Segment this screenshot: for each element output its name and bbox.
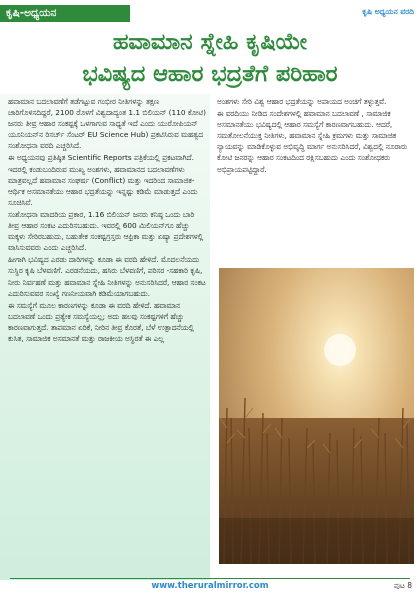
body-paragraph: ಸಂಶೋಧನಾ ಮಾದರಿಯ ಪ್ರಕಾರ, 1.16 ಬಿಲಿಯನ್ ಜನರು ಕನಿಷ್ಠ ಒಂದು ಬಾರಿ ತೀವ್ರ ಆಹಾರ ಸಂಕಟ ಎದುರಿಸಬಹುದು. ಇವರಲ್ಲಿ 600 ಮಿಲಿಯನ್‌ಗೂ ಹೆಚ್ಚು ಮಕ್ಕಳು ಸೇರಿರಬಹುದು, ಬಹುತೇಕ ಸಂಕಷ್ಟಗ್ರಸ್ತರು ಆಫ್ರಿಕಾ ಮತ್ತು ಏಷ್ಯಾ ಪ್ರದೇಶಗಳಲ್ಲಿ ವಾಸಿಸುವವರು ಎಂದು ಎಚ್ಚರಿಸಿದೆ. xyxy=(8,209,204,253)
body-paragraph: ಅಂಶಗಳು ಸೇರಿ ವಿಶ್ವ ಆಹಾರ ಭದ್ರತೆಯನ್ನು ಅಪಾಯದ ಅಂಚಿಗೆ ತಳ್ಳುತ್ತವೆ. xyxy=(217,97,387,106)
body-paragraph: ಹವಾಮಾನ ಬದಲಾವಣೆಗೆ ತಡೆಗಟ್ಟುವ ಗಂಭೀರ ನೀತಿಗಳನ್ನು ತಕ್ಷಣ ಜಾರಿಗೊಳಿಸದಿದ್ದರೆ, 2100 ರೊಳಗೆ ವಿಶ್ವದಾದ್ಯಂತ 1.1 ಬಿಲಿಯನ್ (110 ಕೋಟಿ) ಜನರು ತೀವ್ರ ಆಹಾರ ಸಂಕಷ್ಟಕ್ಕೆ ಒಳಗಾಗುವ ಸಾಧ್ಯತೆ ಇದೆ ಎಂದು ಯುರೋಪಿಯನ್ ಯೂನಿಯನ್‌ನ ರಿಸರ್ಚ್ ಸೆಂಟರ್ EU Science Hub) ಪ್ರಕಟಿಸಿರುವ ಮಹತ್ವದ ಸಂಶೋಧನಾ ವರದಿ ಎಚ್ಚರಿಸಿದೆ. xyxy=(8,97,206,151)
header-bar xyxy=(0,0,420,26)
body-paragraph: ಈ ವರದಿಯು ನೀಡಿದ ಸಂದೇಶಗಳಲ್ಲಿ ಹವಾಮಾನ ಬದಲಾವಣೆ , ಸಾಮಾಜಿಕ ಅಸಮಾನತೆಯು ಭವಿಷ್ಯದಲ್ಲಿ ಆಹಾರ ಸಮಸ್ಯೆಗೆ ಕಾರಣವಾಗಬಹುದು. ಆದರೆ, ಸಮತೋಲನೆಯುಕ್ತ ನೀತಿಗಳು, ಹವಾಮಾನ ಸ್ನೇಹಿ ಕ್ರಮಗಳು ಮತ್ತು ಸಾಮಾಜಿಕ ನ್ಯಾಯವನ್ನು ಮಾಡಿಕೊಳ್ಳುವ ಅಭಿವೃದ್ಧಿ ಮಾರ್ಗ ಅನುಸರಿಸಿದರೆ, ವಿಶ್ವದಲ್ಲಿ ನೂರಾರು ಕೋಟಿ ಜನರನ್ನು ಆಹಾರ ಸಂಕಟದಿಂದ ರಕ್ಷಿಸಬಹುದು ಎಂದು ಸಂಶೋಧಕರು ಅಭಿಪ್ರಾಯಪಟ್ಟಿದ್ದಾರೆ. xyxy=(217,109,408,174)
article-headline xyxy=(0,26,420,90)
issue-label: ಕೃಷಿ ಅಧ್ಯಯನ ವರದಿ xyxy=(362,7,414,16)
drought-field-photo xyxy=(219,268,414,564)
body-paragraph: ಹೀಗಾಗಿ ಭವಿಷ್ಯದ ಎರಡು ದಾರಿಗಳನ್ನು ಕೂಡಾ ಈ ವರದಿ ಹೇಳಿದೆ. ಮೊದಲನೆಯದು ಸುಸ್ಥಿರ ಕೃಷಿ ಬೆಳವಣಿಗೆ. ಎರಡನೆಯದು, ಹಸಿರು ಬೆಳವಣಿಗೆ, ಪರಿಸರ -ಸಹಕಾರಿ ಕೃಷಿ, ನೀರು ನಿರ್ವಹಣೆ ಮತ್ತು ಹವಾಮಾನ ಸ್ನೇಹಿ ನೀತಿಗಳನ್ನು ಅನುಸರಿಸಿದರೆ, ಆಹಾರ ಸಂಕಟ ಎದುರಿಸುವವರ ಸಂಖ್ಯೆ ಗಣನೀಯವಾಗಿ ಕಡಿಮೆಯಾಗಬಹುದು. xyxy=(8,255,206,298)
headline-line-2: ಭವಿಷ್ಯದ ಆಹಾರ ಭದ್ರತೆಗೆ ಪರಿಹಾರ xyxy=(82,61,338,87)
photo-illustration xyxy=(219,268,414,564)
right-column xyxy=(217,96,413,176)
website-link[interactable]: www.theruralmirror.com xyxy=(151,581,269,591)
body-paragraph: ಈ ಅಧ್ಯಯನವು ಪ್ರತಿಷ್ಠಿತ Scientific Reports ಪತ್ರಿಕೆಯಲ್ಲಿ ಪ್ರಕಟವಾಗಿದೆ. ಇದರಲ್ಲಿ ಕಂಡುಬಂದಿರುವ ಮುಖ್ಯ ಅಂಶಗಳು, ಹವಾಮಾನದ ಬದಲಾವಣೆಗಳು ಮಾತ್ರವಲ್ಲದೆ ಹವಾಮಾನ ಸಂಘರ್ಷ (Conflict) ಮತ್ತು ಇದರಿಂದ ಸಾಮಾಜಿಕ-ಆರ್ಥಿಕ ಅಸಮಾನತೆಯು ಆಹಾರ ಭದ್ರತೆಯನ್ನು ಇನ್ನಷ್ಟು ಕಡಿಮೆ ಮಾಡುತ್ತದೆ ಎಂದು ಸೂಚಿಸಿವೆ. xyxy=(8,153,198,207)
footer-divider xyxy=(10,578,410,579)
page-footer xyxy=(0,578,420,594)
page-number: ಪುಟ 8 xyxy=(393,581,412,590)
body-paragraph: ಈ ಸಮಸ್ಯೆಗೆ ಮೂಲ ಕಾರಣಗಳನ್ನು ಕೂಡಾ ಈ ವರದಿ ಹೇಳಿದೆ. ಹವಾಮಾನ ಬದಲಾವಣೆ ಒಂದು ಪ್ರತ್ಯೇಕ ಸಮಸ್ಯೆಯಲ್ಲ; ಅದು ಹಲವು ಸಂಕಷ್ಟಗಳಿಗೆ ಹೆಚ್ಚು ಕಾರಣವಾಗುತ್ತದೆ. ತಾಪಮಾನ ಏರಿಕೆ, ನೀರಿನ ತೀವ್ರ ಕೊರತೆ, ಬೆಳೆ ಉತ್ಪಾದನೆಯಲ್ಲಿ ಕುಸಿತ, ಸಾಮಾಜಿಕ ಅಸಮಾನತೆ ಮತ್ತು ರಾಜಕೀಯ ಅಸ್ಥಿರತೆ ಈ ಎಲ್ಲ xyxy=(8,300,194,343)
left-column xyxy=(8,96,206,345)
headline-line-1: ಹವಾಮಾನ ಸ್ನೇಹಿ ಕೃಷಿಯೇ xyxy=(112,29,308,55)
section-label: ಕೃಷಿ-ಅಧ್ಯಯನ xyxy=(0,5,130,22)
